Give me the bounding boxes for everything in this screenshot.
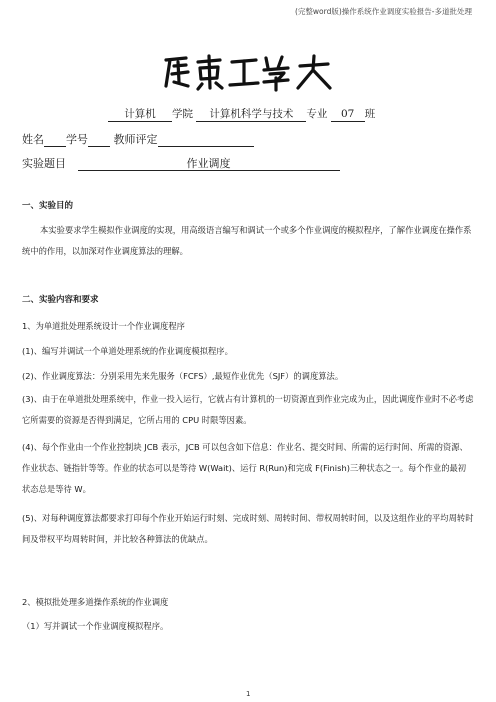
student-no-label: 学号 [66,133,88,146]
topic-label: 实验题目 [22,157,66,170]
section-heading-content: 二、实验内容和要求 [22,295,99,305]
teacher-label: 教师评定 [113,133,158,146]
topic-line [22,155,340,171]
page-number: 1 [246,690,251,698]
purpose-paragraph: 本实验要求学生模拟作业调度的实现，用高级语言编写和调试一个或多个作业调度的模拟程序，了解作业调度在操作系统中的作用，以加深对作业调度算法的理解。 [22,225,472,256]
list-item: (5)、对每种调度算法都要求打印每个作业开始运行时刻、完成时刻、周转时间、带权周转时间，以及这组作业的平均周转时间及带权平均周转时间，并比较各种算法的优缺点。 [22,513,474,544]
class-suffix: 班 [364,108,376,120]
university-calligraphy-logo [160,52,336,92]
department-line [108,106,375,122]
topic-value: 作业调度 [78,157,340,171]
department-value: 计算机 [108,108,172,122]
list-item: (3)、由于在单道批处理系统中，作业一投入运行，它就占有计算机的一切资源直到作业完成为止，因此调度作业时不必考虑它所需要的资源是否得到满足，它所占用的 CPU 时限等因素。 [22,394,474,425]
student-no-blank [88,134,110,147]
section-heading-purpose: 一、实验目的 [22,201,74,211]
teacher-blank [158,134,254,147]
subsection-2-item: （1）写并调试一个作业调度模拟程序。 [22,621,169,631]
major-suffix: 专业 [306,108,328,120]
name-label: 姓名 [22,133,44,146]
department-suffix: 学院 [172,108,193,120]
subsection-2: 2、模拟批处理多道操作系统的作业调度 [22,597,169,607]
running-header: (完整word版)操作系统作业调度实验报告-多道批处理 [295,7,472,16]
major-value: 计算机科学与技术 [196,108,306,122]
name-line [22,131,254,147]
subsection-1: 1、为单道批处理系统设计一个作业调度程序 [22,321,185,331]
name-blank [44,134,66,147]
list-item: (4)、每个作业由一个作业控制块 JCB 表示，JCB 可以包含如下信息：作业名、提交时间、所需的运行时间、所需的资源、作业状态、链指针等等。作业的状态可以是等待 W(Wait)、运行 R(Run)和完成 F(Finish)三种状态之一。每个作业的最初状态总是等待 W。 [22,442,468,494]
list-item: (1)、编写并调试一个单道处理系统的作业调度模拟程序。 [22,346,233,356]
list-item: (2)、作业调度算法：分别采用先来先服务（FCFS）,最短作业优先（SJF）的调度算法。 [22,371,344,381]
class-value: 07 [331,108,365,122]
